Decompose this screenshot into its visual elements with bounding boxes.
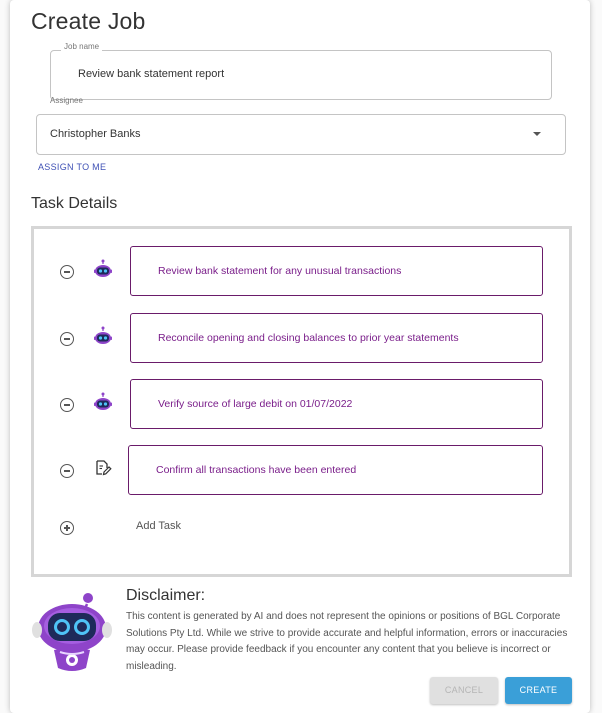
- add-task-icon[interactable]: [60, 521, 74, 535]
- ai-robot-icon: [92, 259, 114, 286]
- task-row: [34, 445, 569, 495]
- task-input[interactable]: [130, 379, 543, 429]
- remove-task-icon[interactable]: [60, 398, 74, 412]
- disclaimer-title: Disclaimer:: [126, 587, 206, 604]
- remove-task-icon[interactable]: [60, 332, 74, 346]
- task-row: [34, 246, 569, 296]
- add-task-label[interactable]: Add Task: [136, 520, 182, 532]
- task-text: Review bank statement for any unusual transactions: [158, 265, 402, 277]
- ai-mascot-icon: [30, 588, 112, 685]
- disclaimer-text: This content is generated by AI and does not represent the opinions or positions of BGL Corporate Solutions Pty Ltd. While we strive to provide accurate and helpful information, errors or inaccuracies may occur. Please provide feedback if you encounter any content that you believe is incorrect or misleading.: [126, 611, 568, 672]
- task-input[interactable]: [130, 313, 543, 363]
- create-job-dialog: [10, 0, 590, 713]
- job-name-value[interactable]: Review bank statement report: [78, 68, 225, 80]
- edit-document-icon: [94, 459, 112, 482]
- assignee-value: Christopher Banks: [50, 128, 141, 140]
- ai-robot-icon: [92, 392, 114, 419]
- task-text: Confirm all transactions have been entered: [156, 464, 357, 476]
- task-row: [34, 313, 569, 363]
- assign-to-me-link[interactable]: ASSIGN TO ME: [38, 162, 107, 172]
- task-details-title: Task Details: [31, 195, 118, 212]
- create-button[interactable]: CREATE: [505, 677, 572, 704]
- assignee-label: Assignee: [50, 96, 83, 105]
- task-text: Verify source of large debit on 01/07/2022: [158, 398, 353, 410]
- dropdown-arrow-icon[interactable]: [533, 132, 541, 136]
- dialog-title: Create Job: [31, 8, 146, 34]
- cancel-button[interactable]: CANCEL: [430, 677, 498, 704]
- job-name-field[interactable]: [50, 42, 552, 100]
- task-input[interactable]: [128, 445, 543, 495]
- job-name-label: Job name: [61, 42, 102, 51]
- assignee-select[interactable]: [36, 96, 566, 155]
- task-text: Reconcile opening and closing balances to prior year statements: [158, 332, 459, 344]
- task-row: [34, 379, 569, 429]
- task-list: [31, 226, 572, 577]
- remove-task-icon[interactable]: [60, 265, 74, 279]
- remove-task-icon[interactable]: [60, 464, 74, 478]
- ai-robot-icon: [92, 326, 114, 353]
- task-input[interactable]: [130, 246, 543, 296]
